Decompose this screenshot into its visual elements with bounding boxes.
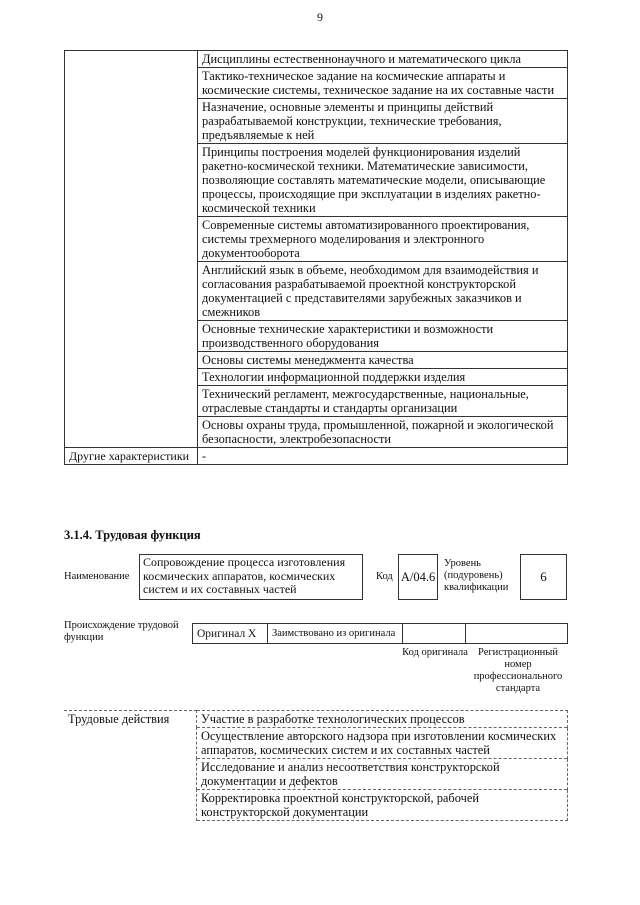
- other-characteristics-value: -: [198, 448, 568, 465]
- knowledge-row: Дисциплины естественнонаучного и математического цикла: [198, 51, 568, 68]
- knowledge-row: Современные системы автоматизированного проектирования, системы трехмерного моделирования и электронного документооборота: [198, 217, 568, 262]
- level-label: Уровень (подуровень) квалификации: [444, 558, 509, 593]
- knowledge-row: Принципы построения моделей функционирования изделий ракетно-космической техники. Математические зависимости, позволяющие составлять математические модели, описывающие процессы, происходящие при эксплуатации в изделиях ракетно-космической техники: [198, 144, 568, 217]
- labor-action-item: Осуществление авторского надзора при изготовлении космических аппаратов, космических систем и их составных частей: [197, 728, 568, 759]
- origin-code-cell: [403, 624, 466, 644]
- origin-code-label: Код оригинала: [402, 647, 468, 658]
- code-value-box: А/04.6: [398, 554, 438, 600]
- labor-actions-label: Трудовые действия: [64, 711, 197, 821]
- page-number: 9: [317, 10, 323, 24]
- knowledge-row: Основы охраны труда, промышленной, пожарной и экологической безопасности, электробезопасности: [198, 417, 568, 448]
- origin-original-cell: Оригинал X: [193, 624, 268, 644]
- knowledge-row: Назначение, основные элементы и принципы действий разрабатываемой конструкции, технические требования, предъявляемые к ней: [198, 99, 568, 144]
- knowledge-row: Основы системы менеджмента качества: [198, 352, 568, 369]
- origin-label: Происхождение трудовой функции: [64, 620, 179, 643]
- knowledge-row: Технический регламент, межгосударственные, национальные, отраслевые стандарты и стандарты организации: [198, 386, 568, 417]
- knowledge-table: [64, 50, 568, 465]
- labor-action-item: Корректировка проектной конструкторской, рабочей конструкторской документации: [197, 790, 568, 821]
- labor-action-item: Участие в разработке технологических процессов: [197, 711, 568, 728]
- labor-actions-table: [64, 710, 568, 821]
- knowledge-row: Английский язык в объеме, необходимом для взаимодействия и согласования разрабатываемой проектной конструкторской документацией с представителями зарубежных заказчиков и смежников: [198, 262, 568, 321]
- knowledge-label-cell: [65, 51, 198, 448]
- knowledge-row: Технологии информационной поддержки изделия: [198, 369, 568, 386]
- knowledge-row: Основные технические характеристики и возможности производственного оборудования: [198, 321, 568, 352]
- code-label: Код: [376, 571, 393, 582]
- origin-reg-cell: [466, 624, 568, 644]
- name-label: Наименование: [64, 571, 130, 582]
- reg-number-label: Регистрационный номер профессионального стандарта: [473, 647, 563, 694]
- section-heading: 3.1.4. Трудовая функция: [64, 528, 201, 542]
- other-characteristics-label: Другие характеристики: [65, 448, 198, 465]
- origin-borrowed-cell: Заимствовано из оригинала: [268, 624, 403, 644]
- origin-table: [192, 623, 568, 644]
- labor-action-item: Исследование и анализ несоответствия конструкторской документации и дефектов: [197, 759, 568, 790]
- knowledge-row: Тактико-техническое задание на космические аппараты и космические системы, техническое задание на их составные части: [198, 68, 568, 99]
- function-name-box: Сопровождение процесса изготовления космических аппаратов, космических систем и их составных частей: [139, 554, 363, 600]
- level-value-box: 6: [520, 554, 567, 600]
